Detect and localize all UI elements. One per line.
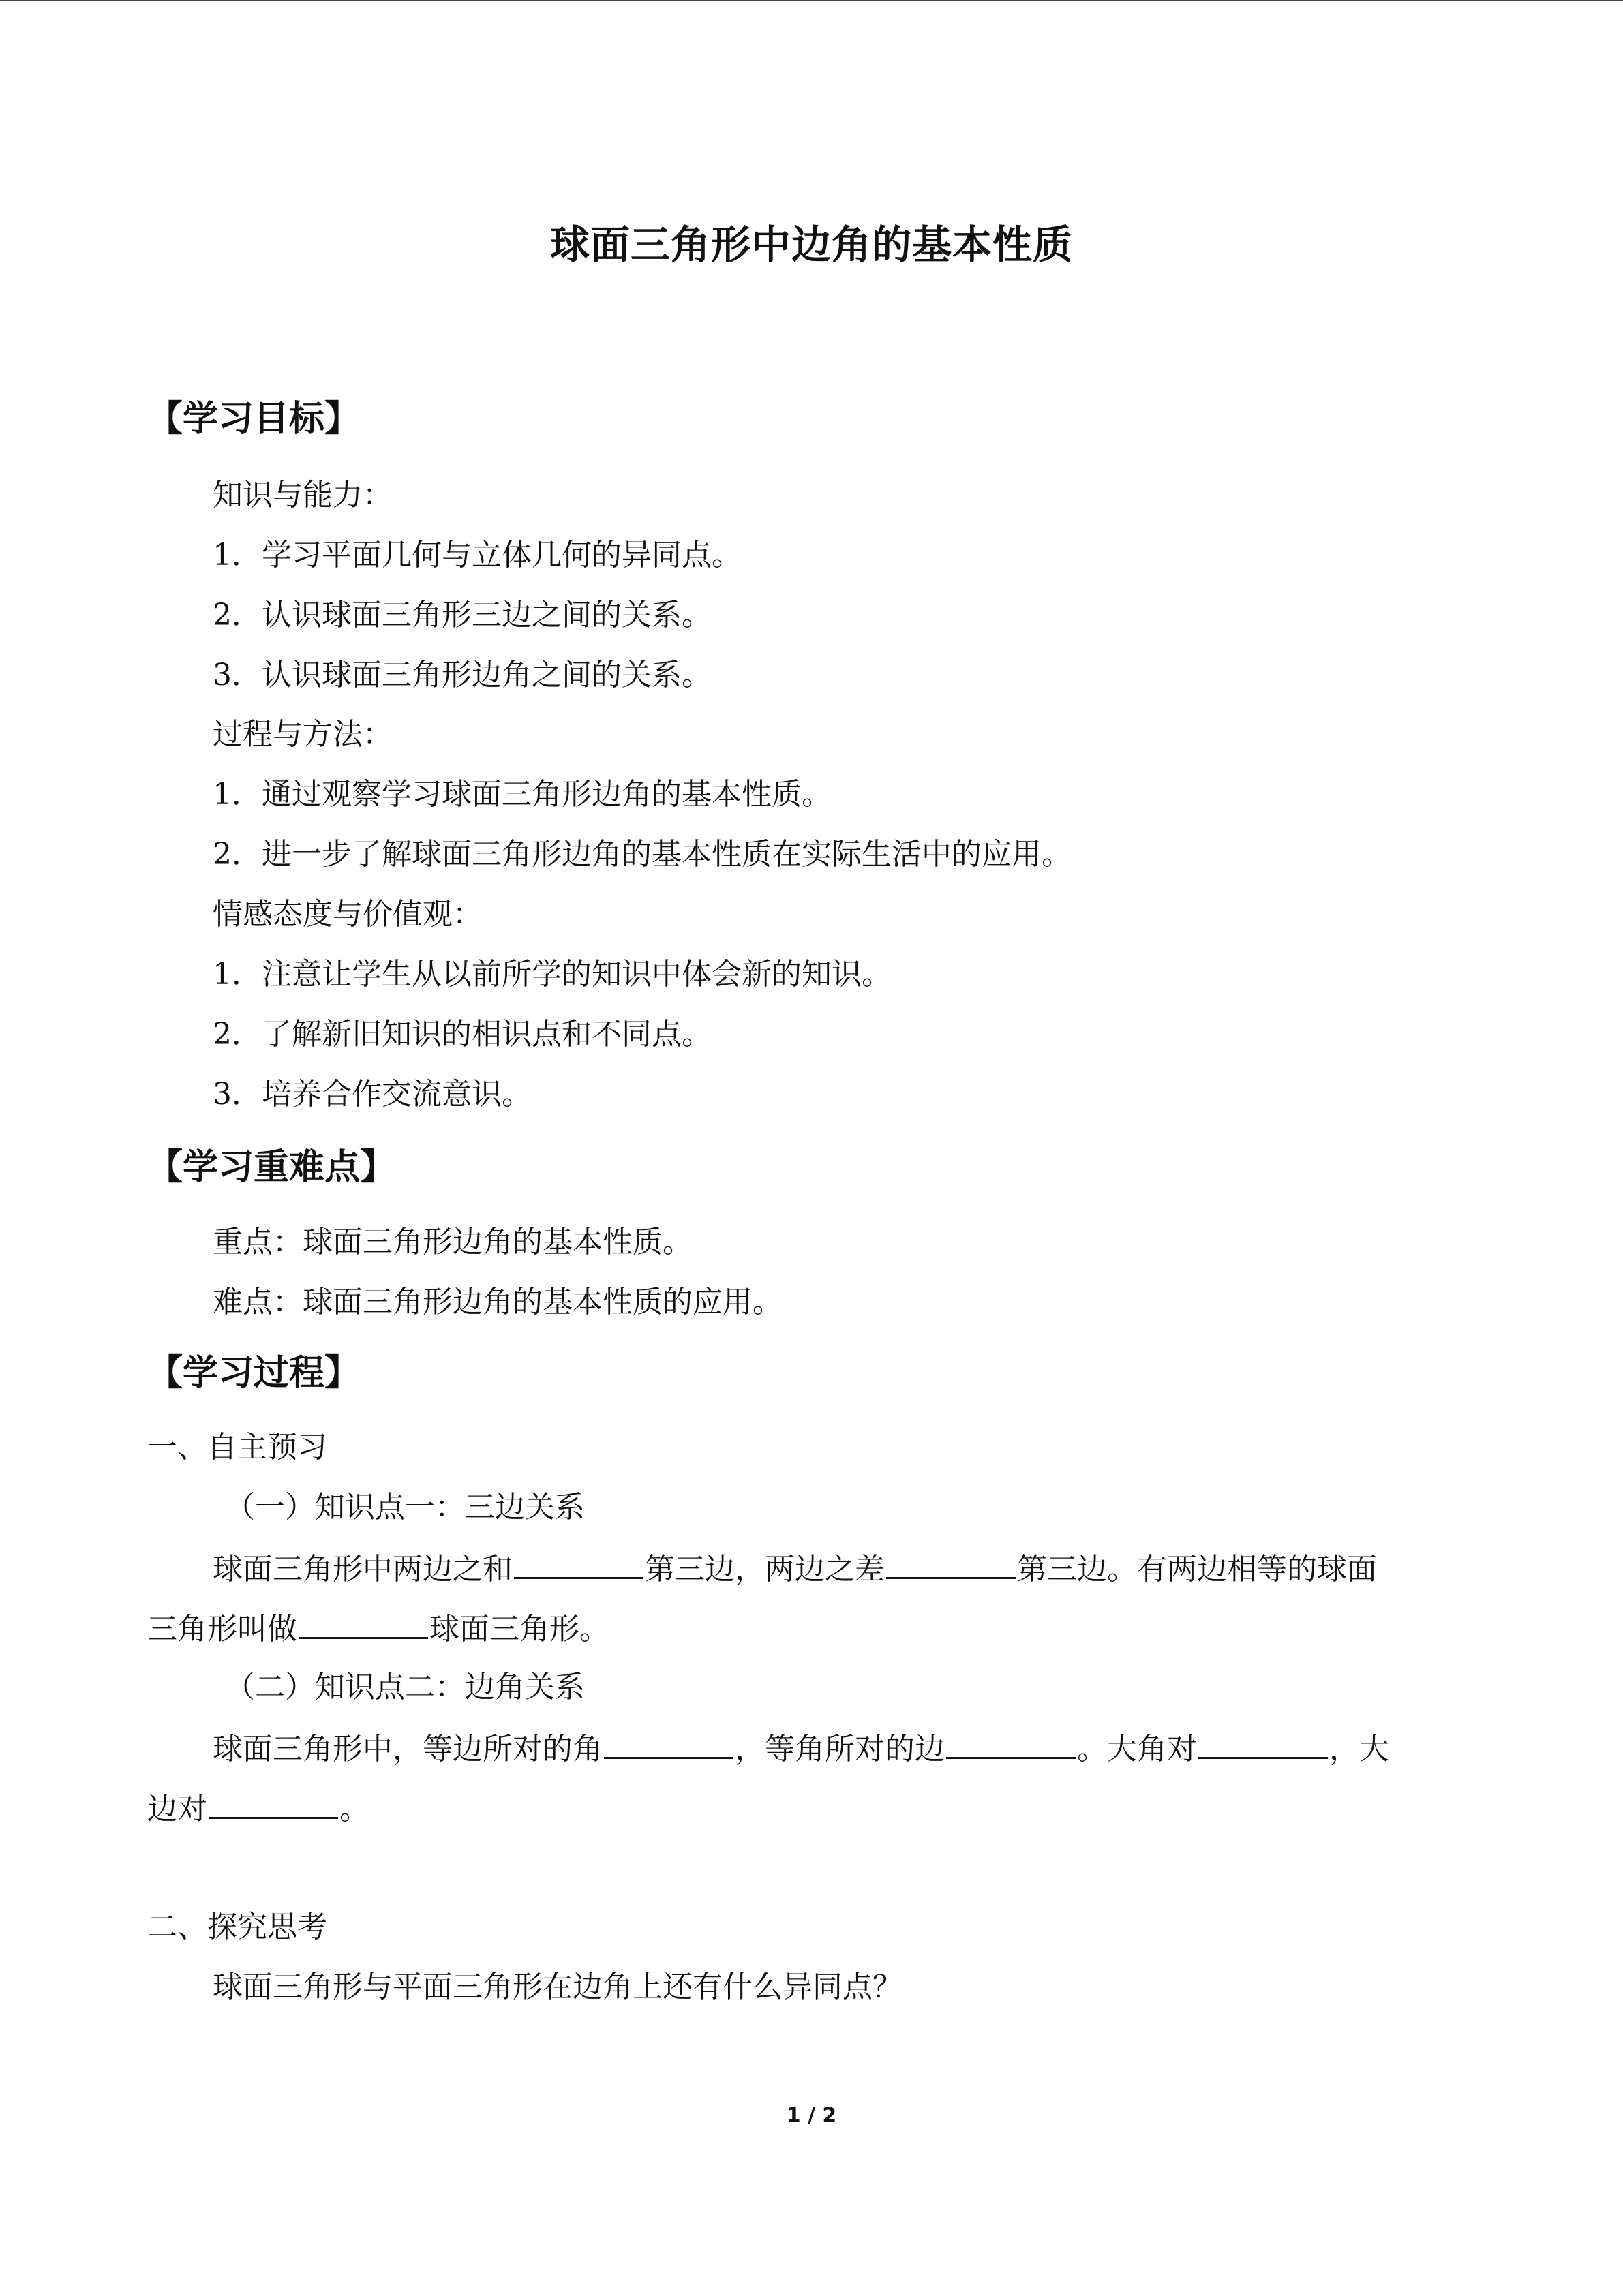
- fill-blank[interactable]: [209, 1787, 338, 1819]
- kp1-text: 第三边，两边之差: [645, 1552, 885, 1587]
- page-title: 球面三角形中边角的基本性质: [549, 221, 1073, 268]
- kp2-text: 。: [339, 1792, 369, 1826]
- difficulty-text: 难点：球面三角形边角的基本性质的应用。: [213, 1285, 783, 1319]
- fill-blank[interactable]: [604, 1727, 733, 1759]
- emotion-item: 2．了解新旧知识的相识点和不同点。: [213, 1017, 712, 1052]
- fill-blank[interactable]: [886, 1547, 1016, 1579]
- key-points-heading: 【学习重难点】: [147, 1147, 396, 1188]
- kp1-text: 三角形叫做: [147, 1612, 297, 1647]
- kp1-title: （一）知识点一：三边关系: [225, 1490, 585, 1525]
- goals-heading: 【学习目标】: [147, 399, 361, 440]
- emotion-item: 3．培养合作交流意识。: [213, 1077, 532, 1112]
- emotion-label: 情感态度与价值观：: [213, 897, 483, 932]
- process-heading: 【学习过程】: [147, 1353, 361, 1394]
- kp2-text: 。大角对: [1077, 1732, 1197, 1766]
- emotion-item: 1．注意让学生从以前所学的知识中体会新的知识。: [213, 957, 892, 992]
- knowledge-item: 1．学习平面几何与立体几何的异同点。: [213, 538, 742, 572]
- fill-blank[interactable]: [514, 1547, 643, 1579]
- knowledge-label: 知识与能力：: [213, 478, 393, 512]
- kp2-title: （二）知识点二：边角关系: [225, 1670, 585, 1704]
- kp2-text: 球面三角形中，等边所对的角: [213, 1732, 603, 1766]
- part2-title: 二、探究思考: [147, 1910, 327, 1944]
- part1-title: 一、自主预习: [147, 1430, 327, 1465]
- kp1-text: 第三边。有两边相等的球面: [1017, 1552, 1377, 1587]
- kp1-text: 球面三角形中两边之和: [213, 1552, 513, 1587]
- fill-blank[interactable]: [1198, 1727, 1328, 1759]
- document-page: [0, 1, 1623, 2296]
- process-item: 1．通过观察学习球面三角形边角的基本性质。: [213, 777, 832, 812]
- part2-question: 球面三角形与平面三角形在边角上还有什么异同点？: [213, 1970, 902, 2004]
- kp1-text: 球面三角形。: [429, 1612, 609, 1647]
- kp2-text: 边对: [147, 1792, 207, 1826]
- kp2-paragraph-line1: [213, 1727, 1389, 1770]
- process-item: 2．进一步了解球面三角形边角的基本性质在实际生活中的应用。: [213, 837, 1072, 872]
- kp2-text: ，等角所对的边: [735, 1732, 945, 1766]
- page-number: 1 / 2: [786, 2104, 837, 2128]
- knowledge-item: 2．认识球面三角形三边之间的关系。: [213, 598, 712, 632]
- process-label: 过程与方法：: [213, 717, 393, 752]
- kp1-paragraph-line2: [147, 1607, 609, 1650]
- knowledge-item: 3．认识球面三角形边角之间的关系。: [213, 658, 712, 692]
- kp2-paragraph-line2: [147, 1787, 369, 1830]
- focus-text: 重点：球面三角形边角的基本性质。: [213, 1225, 693, 1259]
- kp1-paragraph-line1: [213, 1547, 1377, 1590]
- kp2-text: ，大: [1329, 1732, 1389, 1766]
- fill-blank[interactable]: [946, 1727, 1076, 1759]
- fill-blank[interactable]: [299, 1607, 428, 1639]
